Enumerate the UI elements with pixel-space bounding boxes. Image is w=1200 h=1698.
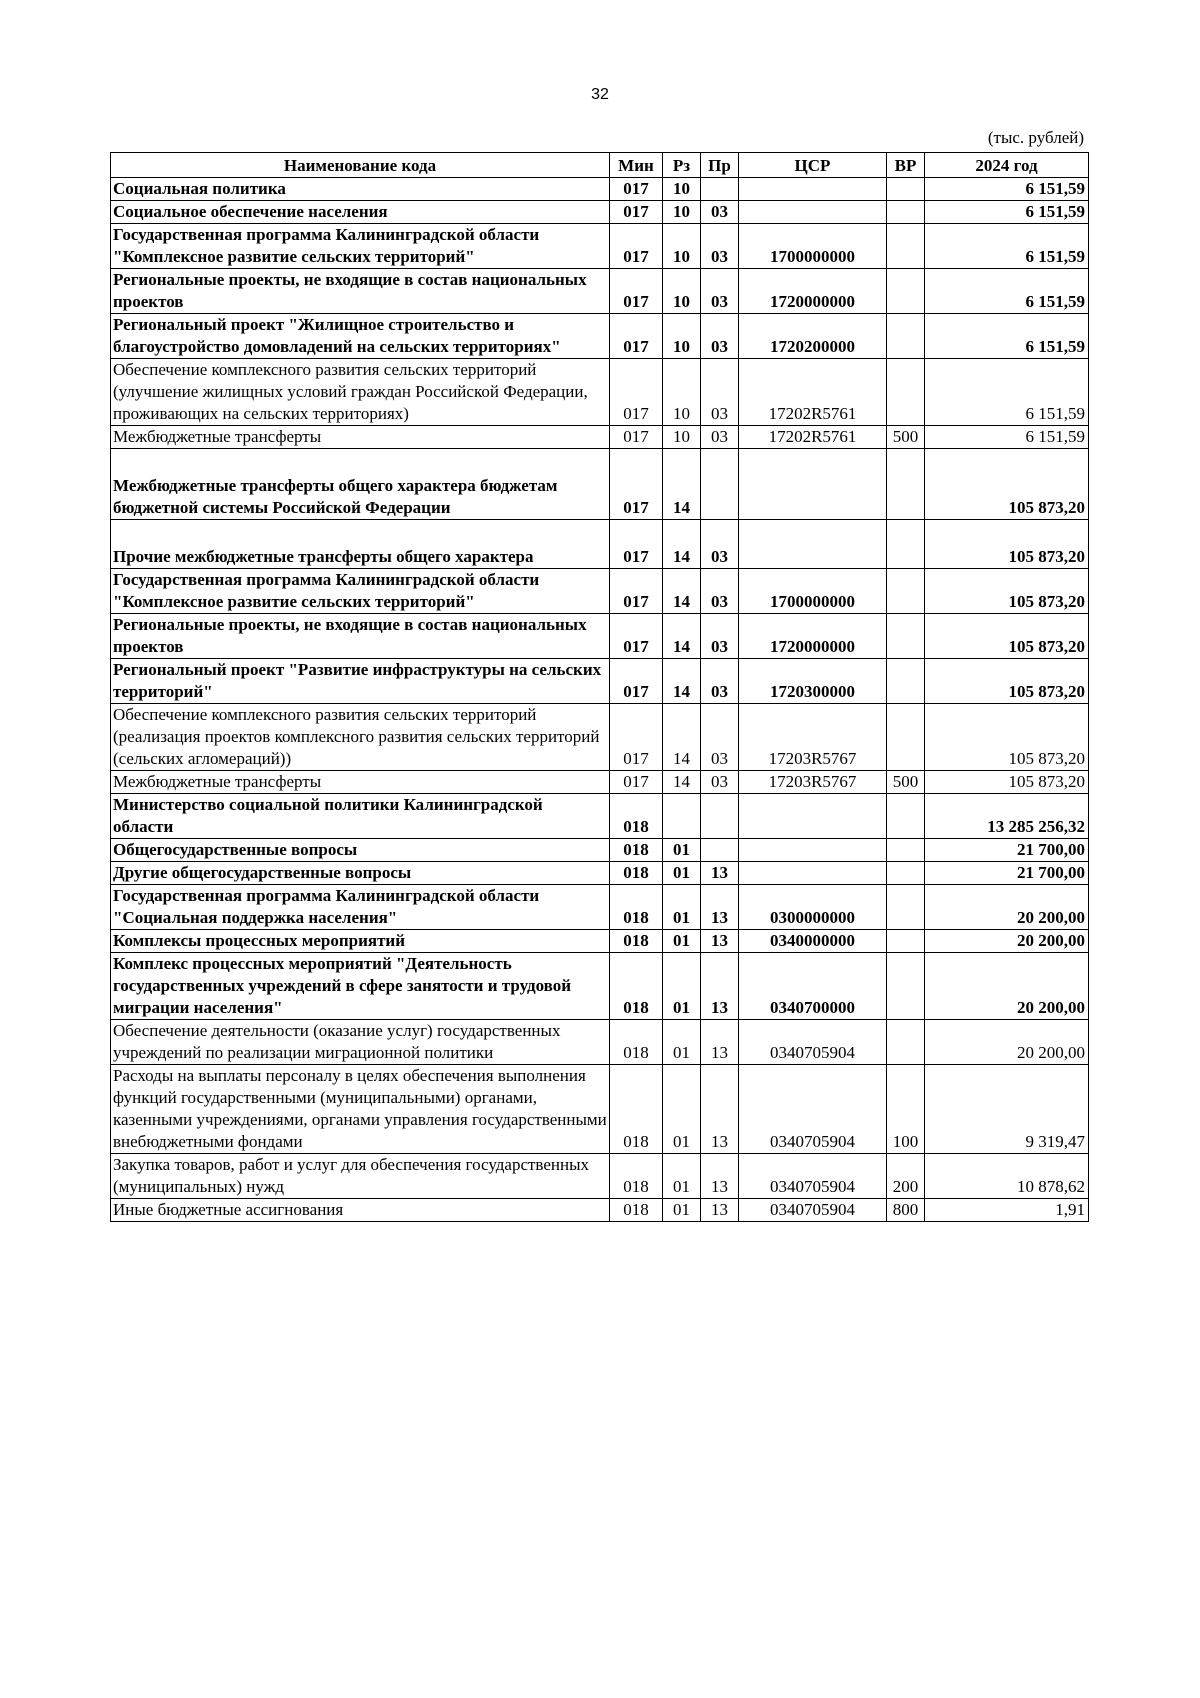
cell-csr <box>739 449 887 520</box>
cell-name: Региональные проекты, не входящие в состав национальных проектов <box>111 614 610 659</box>
cell-pr: 13 <box>701 1199 739 1222</box>
cell-pr: 13 <box>701 862 739 885</box>
cell-vr: 200 <box>887 1154 925 1199</box>
cell-pr <box>701 178 739 201</box>
cell-pr: 03 <box>701 314 739 359</box>
cell-amount: 105 873,20 <box>925 659 1089 704</box>
cell-vr: 100 <box>887 1065 925 1154</box>
cell-pr: 03 <box>701 659 739 704</box>
cell-csr <box>739 862 887 885</box>
cell-pr: 03 <box>701 359 739 426</box>
cell-csr: 1700000000 <box>739 224 887 269</box>
cell-amount: 20 200,00 <box>925 930 1089 953</box>
cell-min: 018 <box>610 1020 663 1065</box>
cell-min: 017 <box>610 201 663 224</box>
cell-csr: 1700000000 <box>739 569 887 614</box>
cell-amount: 6 151,59 <box>925 178 1089 201</box>
table-row <box>111 862 1089 885</box>
cell-name: Прочие межбюджетные трансферты общего характера <box>111 520 610 569</box>
table-row <box>111 1020 1089 1065</box>
cell-csr: 1720000000 <box>739 614 887 659</box>
cell-name: Закупка товаров, работ и услуг для обеспечения государственных (муниципальных) нужд <box>111 1154 610 1199</box>
cell-name: Социальное обеспечение населения <box>111 201 610 224</box>
cell-csr: 0340705904 <box>739 1020 887 1065</box>
table-row <box>111 1154 1089 1199</box>
cell-name: Региональный проект "Развитие инфраструктуры на сельских территорий" <box>111 659 610 704</box>
cell-name: Министерство социальной политики Калининградской области <box>111 794 610 839</box>
cell-rz: 01 <box>663 953 701 1020</box>
cell-csr: 1720000000 <box>739 269 887 314</box>
cell-rz <box>663 794 701 839</box>
cell-rz: 01 <box>663 1154 701 1199</box>
cell-pr: 03 <box>701 269 739 314</box>
cell-amount: 6 151,59 <box>925 426 1089 449</box>
cell-name: Расходы на выплаты персоналу в целях обеспечения выполнения функций государственными (муниципальными) органами, казенными учреждениями, органами управления государственными внебюджетными фондами <box>111 1065 610 1154</box>
cell-pr: 03 <box>701 771 739 794</box>
header-pr: Пр <box>701 153 739 178</box>
table-row <box>111 314 1089 359</box>
header-amount: 2024 год <box>925 153 1089 178</box>
cell-min: 017 <box>610 449 663 520</box>
cell-vr <box>887 1020 925 1065</box>
cell-vr <box>887 201 925 224</box>
table-row <box>111 704 1089 771</box>
cell-vr <box>887 659 925 704</box>
table-row <box>111 359 1089 426</box>
cell-name: Иные бюджетные ассигнования <box>111 1199 610 1222</box>
cell-amount: 105 873,20 <box>925 449 1089 520</box>
cell-csr <box>739 520 887 569</box>
cell-rz: 01 <box>663 885 701 930</box>
cell-pr <box>701 794 739 839</box>
cell-pr: 03 <box>701 569 739 614</box>
table-row <box>111 178 1089 201</box>
cell-csr: 17203R5767 <box>739 704 887 771</box>
cell-name: Обеспечение комплексного развития сельских территорий (реализация проектов комплексного развития сельских территорий (сельских агломераций)) <box>111 704 610 771</box>
cell-csr: 0340700000 <box>739 953 887 1020</box>
table-row <box>111 839 1089 862</box>
cell-rz: 14 <box>663 449 701 520</box>
cell-min: 018 <box>610 839 663 862</box>
page-number: 32 <box>591 86 609 103</box>
cell-amount: 13 285 256,32 <box>925 794 1089 839</box>
cell-rz: 01 <box>663 1065 701 1154</box>
cell-name: Общегосударственные вопросы <box>111 839 610 862</box>
cell-amount: 6 151,59 <box>925 201 1089 224</box>
cell-min: 017 <box>610 614 663 659</box>
cell-name: Государственная программа Калининградской области "Социальная поддержка населения" <box>111 885 610 930</box>
cell-amount: 9 319,47 <box>925 1065 1089 1154</box>
cell-min: 018 <box>610 794 663 839</box>
cell-pr <box>701 839 739 862</box>
cell-pr: 03 <box>701 201 739 224</box>
table-row <box>111 953 1089 1020</box>
table-row <box>111 771 1089 794</box>
cell-min: 017 <box>610 359 663 426</box>
cell-rz: 14 <box>663 614 701 659</box>
cell-csr <box>739 839 887 862</box>
table-row <box>111 659 1089 704</box>
cell-vr <box>887 614 925 659</box>
table-row <box>111 614 1089 659</box>
cell-min: 017 <box>610 269 663 314</box>
cell-name: Межбюджетные трансферты <box>111 426 610 449</box>
cell-amount: 6 151,59 <box>925 314 1089 359</box>
cell-name: Комплексы процессных мероприятий <box>111 930 610 953</box>
table-row <box>111 930 1089 953</box>
cell-rz: 01 <box>663 839 701 862</box>
cell-pr: 13 <box>701 953 739 1020</box>
cell-vr <box>887 862 925 885</box>
cell-rz: 01 <box>663 1199 701 1222</box>
cell-vr <box>887 520 925 569</box>
cell-vr: 800 <box>887 1199 925 1222</box>
cell-rz: 10 <box>663 314 701 359</box>
cell-amount: 6 151,59 <box>925 359 1089 426</box>
cell-min: 017 <box>610 314 663 359</box>
cell-vr <box>887 449 925 520</box>
cell-vr <box>887 569 925 614</box>
cell-min: 018 <box>610 1199 663 1222</box>
cell-amount: 20 200,00 <box>925 1020 1089 1065</box>
units-label: (тыс. рублей) <box>987 128 1084 147</box>
cell-min: 017 <box>610 224 663 269</box>
cell-name: Государственная программа Калининградской области "Комплексное развитие сельских территорий" <box>111 569 610 614</box>
cell-rz: 01 <box>663 1020 701 1065</box>
cell-amount: 20 200,00 <box>925 885 1089 930</box>
cell-vr <box>887 839 925 862</box>
cell-rz: 10 <box>663 201 701 224</box>
cell-amount: 105 873,20 <box>925 520 1089 569</box>
table-row <box>111 885 1089 930</box>
header-csr: ЦСР <box>739 153 887 178</box>
cell-csr: 17203R5767 <box>739 771 887 794</box>
table-header-row <box>111 153 1089 178</box>
table-row <box>111 1065 1089 1154</box>
cell-csr <box>739 794 887 839</box>
cell-min: 018 <box>610 930 663 953</box>
cell-csr: 0340705904 <box>739 1154 887 1199</box>
cell-pr <box>701 449 739 520</box>
cell-name: Обеспечение комплексного развития сельских территорий (улучшение жилищных условий граждан Российской Федерации, проживающих на сельских территориях) <box>111 359 610 426</box>
cell-rz: 01 <box>663 930 701 953</box>
cell-vr <box>887 314 925 359</box>
cell-rz: 10 <box>663 426 701 449</box>
cell-vr <box>887 178 925 201</box>
cell-vr <box>887 704 925 771</box>
cell-rz: 10 <box>663 178 701 201</box>
cell-csr: 1720300000 <box>739 659 887 704</box>
cell-name: Региональные проекты, не входящие в состав национальных проектов <box>111 269 610 314</box>
cell-amount: 21 700,00 <box>925 839 1089 862</box>
cell-rz: 14 <box>663 704 701 771</box>
cell-pr: 13 <box>701 1020 739 1065</box>
cell-csr: 0340705904 <box>739 1065 887 1154</box>
cell-min: 017 <box>610 771 663 794</box>
cell-min: 017 <box>610 704 663 771</box>
table-row <box>111 449 1089 520</box>
cell-csr <box>739 201 887 224</box>
cell-min: 017 <box>610 520 663 569</box>
cell-vr: 500 <box>887 426 925 449</box>
cell-amount: 1,91 <box>925 1199 1089 1222</box>
cell-min: 018 <box>610 953 663 1020</box>
cell-amount: 6 151,59 <box>925 224 1089 269</box>
budget-table <box>110 152 1089 1222</box>
cell-rz: 14 <box>663 569 701 614</box>
cell-csr: 0300000000 <box>739 885 887 930</box>
cell-amount: 105 873,20 <box>925 771 1089 794</box>
cell-min: 017 <box>610 569 663 614</box>
cell-rz: 14 <box>663 520 701 569</box>
cell-name: Межбюджетные трансферты <box>111 771 610 794</box>
cell-pr: 03 <box>701 704 739 771</box>
cell-pr: 13 <box>701 930 739 953</box>
cell-pr: 13 <box>701 885 739 930</box>
cell-min: 018 <box>610 1065 663 1154</box>
cell-vr: 500 <box>887 771 925 794</box>
cell-min: 017 <box>610 426 663 449</box>
cell-name: Региональный проект "Жилищное строительство и благоустройство домовладений на сельских территориях" <box>111 314 610 359</box>
cell-min: 017 <box>610 659 663 704</box>
cell-vr <box>887 794 925 839</box>
cell-pr: 13 <box>701 1154 739 1199</box>
cell-amount: 10 878,62 <box>925 1154 1089 1199</box>
cell-name: Обеспечение деятельности (оказание услуг) государственных учреждений по реализации миграционной политики <box>111 1020 610 1065</box>
cell-name: Государственная программа Калининградской области "Комплексное развитие сельских территорий" <box>111 224 610 269</box>
cell-rz: 10 <box>663 224 701 269</box>
cell-vr <box>887 930 925 953</box>
cell-amount: 105 873,20 <box>925 704 1089 771</box>
cell-name: Комплекс процессных мероприятий "Деятельность государственных учреждений в сфере занятости и трудовой миграции населения" <box>111 953 610 1020</box>
cell-csr: 17202R5761 <box>739 359 887 426</box>
table-row <box>111 201 1089 224</box>
cell-csr: 1720200000 <box>739 314 887 359</box>
table-row <box>111 224 1089 269</box>
cell-amount: 105 873,20 <box>925 614 1089 659</box>
cell-vr <box>887 269 925 314</box>
cell-pr: 03 <box>701 520 739 569</box>
cell-amount: 21 700,00 <box>925 862 1089 885</box>
cell-rz: 01 <box>663 862 701 885</box>
table-row <box>111 520 1089 569</box>
cell-name: Межбюджетные трансферты общего характера бюджетам бюджетной системы Российской Федерации <box>111 449 610 520</box>
cell-vr <box>887 359 925 426</box>
table-row <box>111 426 1089 449</box>
cell-min: 017 <box>610 178 663 201</box>
header-min: Мин <box>610 153 663 178</box>
cell-amount: 105 873,20 <box>925 569 1089 614</box>
cell-amount: 20 200,00 <box>925 953 1089 1020</box>
header-vr: ВР <box>887 153 925 178</box>
cell-rz: 10 <box>663 269 701 314</box>
cell-name: Социальная политика <box>111 178 610 201</box>
cell-rz: 14 <box>663 771 701 794</box>
header-name: Наименование кода <box>111 153 610 178</box>
cell-rz: 10 <box>663 359 701 426</box>
cell-min: 018 <box>610 1154 663 1199</box>
cell-vr <box>887 885 925 930</box>
cell-min: 018 <box>610 862 663 885</box>
cell-pr: 03 <box>701 426 739 449</box>
cell-amount: 6 151,59 <box>925 269 1089 314</box>
cell-vr <box>887 224 925 269</box>
cell-csr <box>739 178 887 201</box>
table-row <box>111 794 1089 839</box>
cell-pr: 03 <box>701 224 739 269</box>
table-row <box>111 269 1089 314</box>
cell-csr: 0340705904 <box>739 1199 887 1222</box>
header-rz: Рз <box>663 153 701 178</box>
cell-csr: 0340000000 <box>739 930 887 953</box>
cell-pr: 03 <box>701 614 739 659</box>
cell-pr: 13 <box>701 1065 739 1154</box>
table-row <box>111 1199 1089 1222</box>
cell-rz: 14 <box>663 659 701 704</box>
table-row <box>111 569 1089 614</box>
cell-name: Другие общегосударственные вопросы <box>111 862 610 885</box>
cell-csr: 17202R5761 <box>739 426 887 449</box>
cell-min: 018 <box>610 885 663 930</box>
cell-vr <box>887 953 925 1020</box>
